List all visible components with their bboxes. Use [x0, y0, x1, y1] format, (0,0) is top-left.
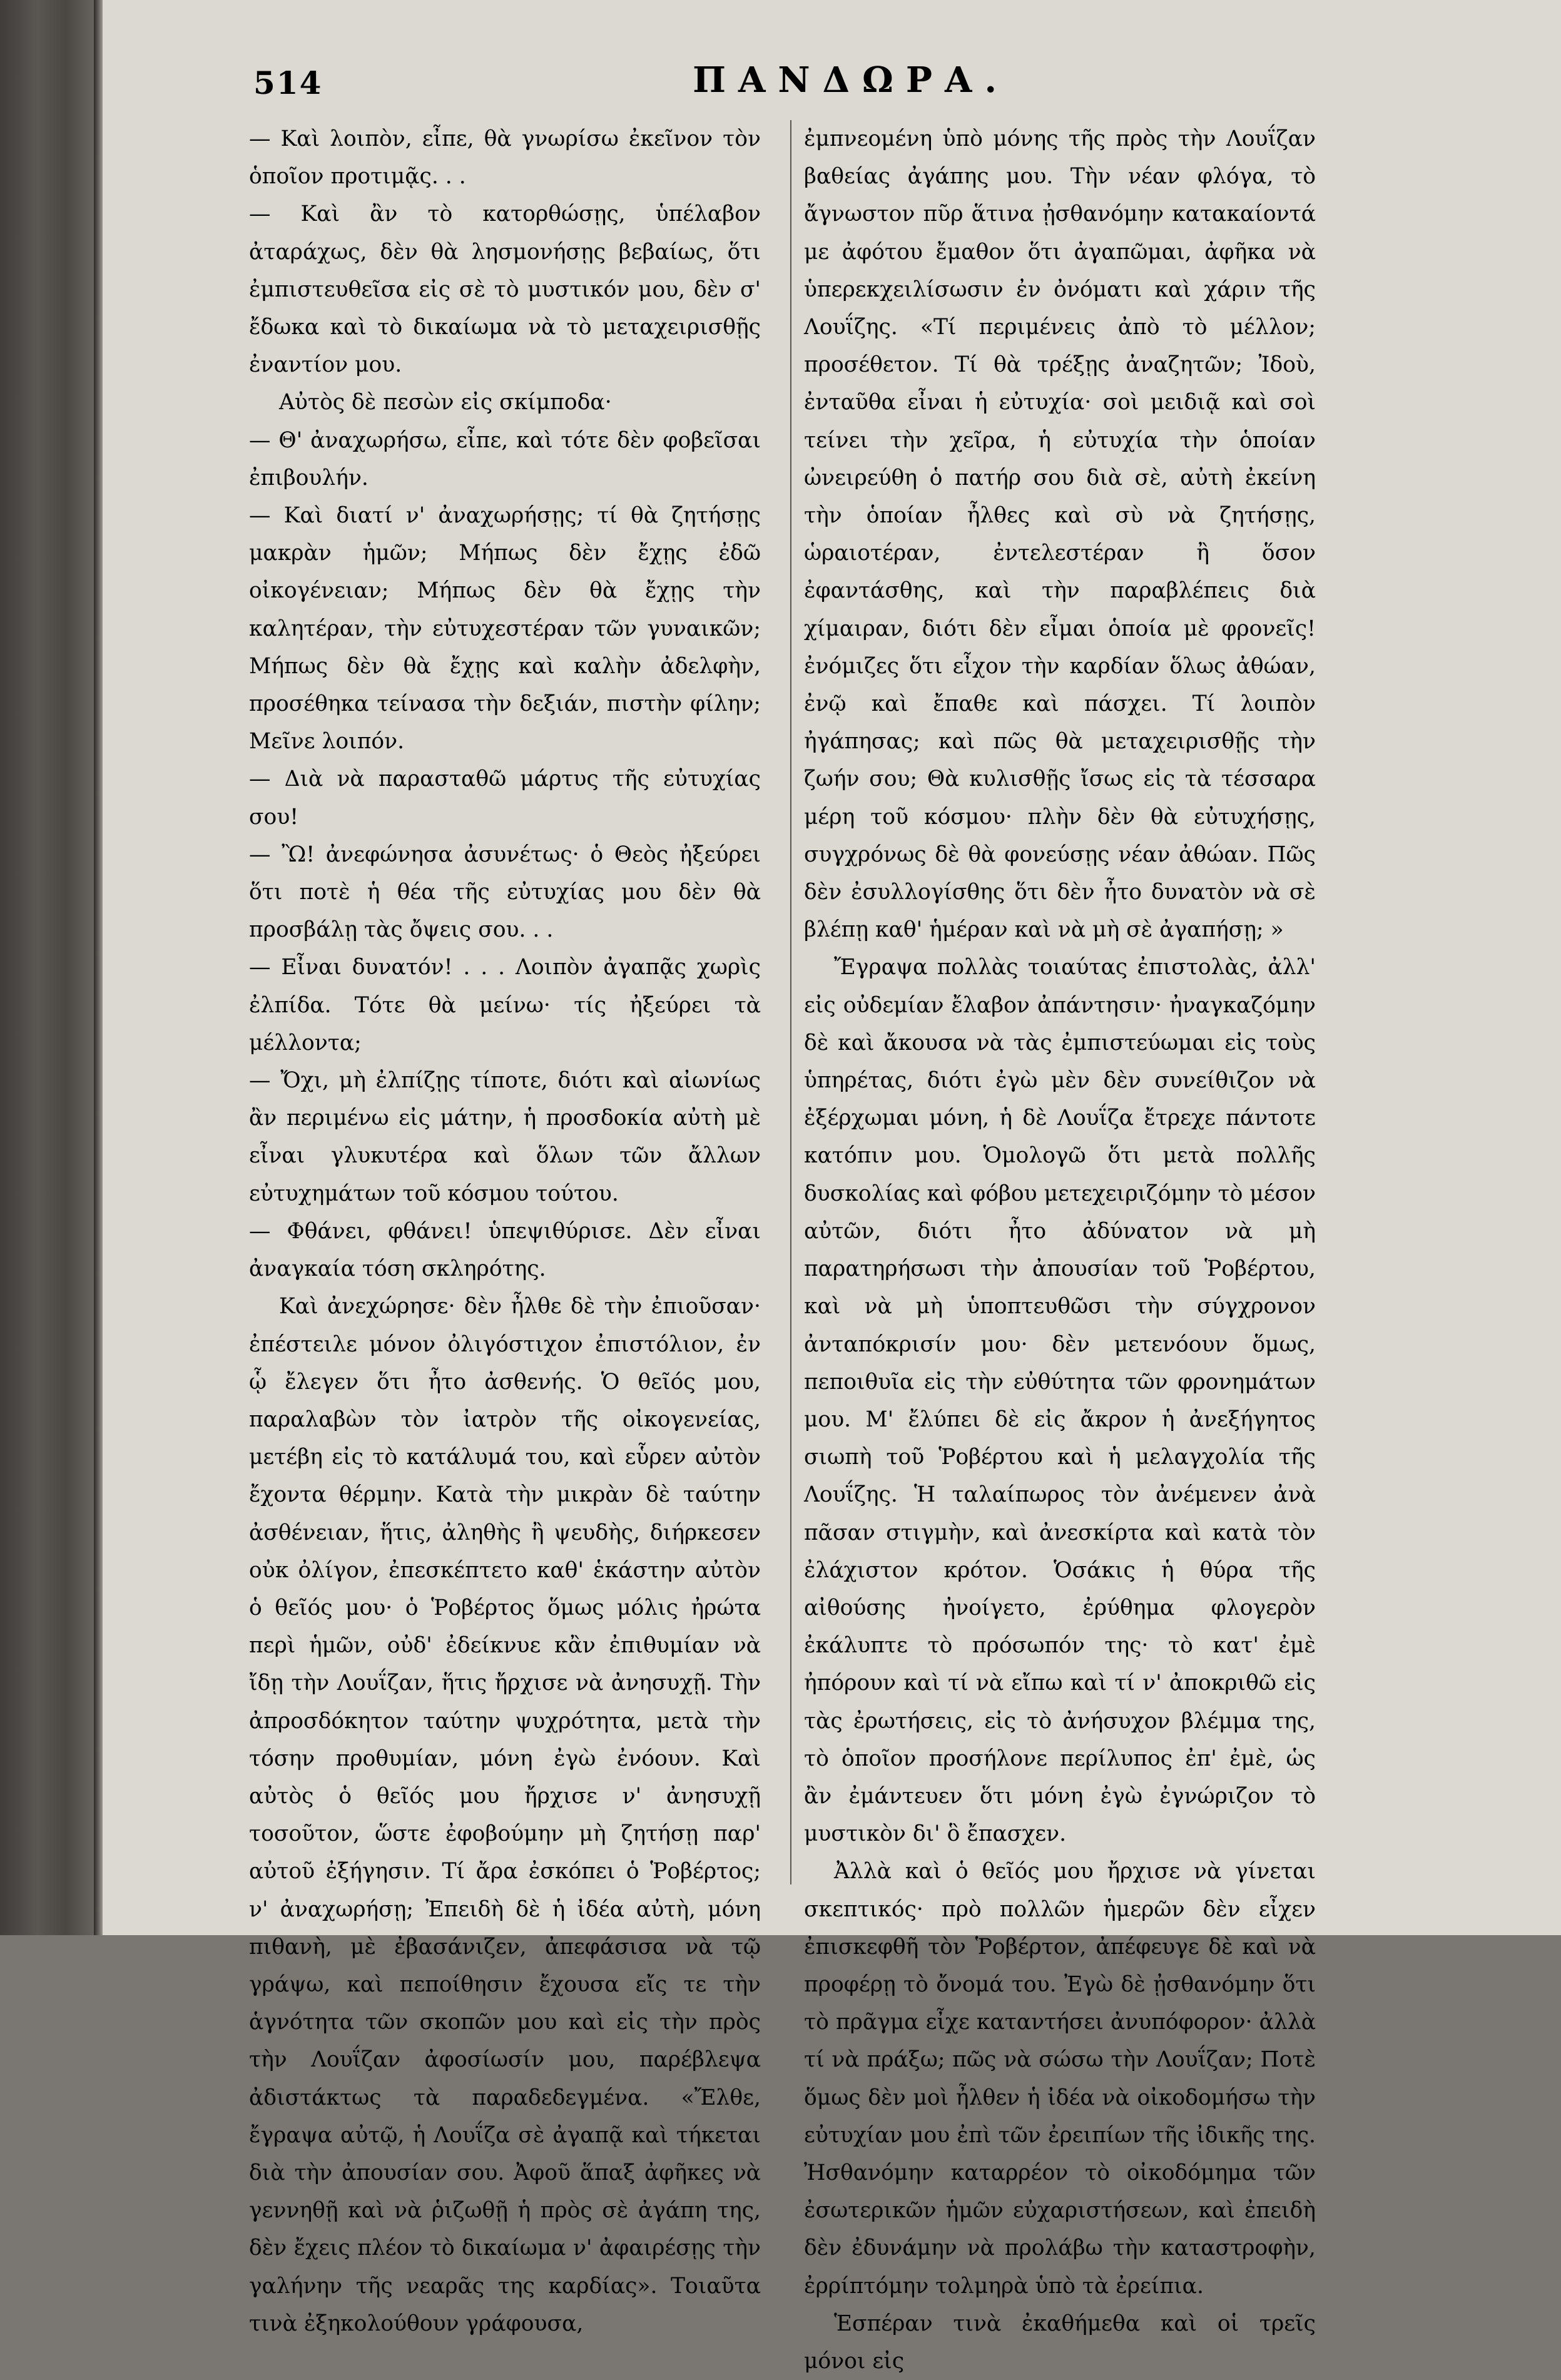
- paragraph: — Φθάνει, φθάνει! ὑπεψιθύρισε. Δὲν εἶναι ἀναγκαία τόση σκληρότης.: [249, 1218, 761, 1282]
- page-edge-shadow: [94, 0, 103, 1935]
- paragraph: Αὐτὸς δὲ πεσὼν εἰς σκίμποδα·: [279, 390, 612, 415]
- paragraph: Ἀλλὰ καὶ ὁ θεῖός μου ἤρχισε νὰ γίνεται σκεπτικός· πρὸ πολλῶν ἡμερῶν δὲν εἶχεν ἐπισκεφθῆ τὸν Ῥοβέρτον, ἀπέφευγε δὲ καὶ νὰ προφέρῃ τὸ ὄνομά του. Ἐγὼ δὲ ᾐσθανόμην ὅτι τὸ πρᾶγμα εἶχε καταντήσει ἀνυπόφορον· ἀλλὰ τί νὰ πράξω; πῶς νὰ σώσω τὴν Λουΐζαν; Ποτὲ ὅμως δὲν μοὶ ἦλθεν ἡ ἰδέα νὰ οἰκοδομήσω τὴν εὐτυχίαν μου ἐπὶ τῶν ἐρειπίων τῆς ἰδικῆς της. Ἠσθανόμην καταρρέον τὸ οἰκοδόμημα τῶν ἐσωτερικῶν ἡμῶν εὐχαριστήσεων, καὶ ἐπειδὴ δὲν ἐδυνάμην νὰ προλάβω τὴν καταστροφὴν, ἐρρίπτόμην τολμηρὰ ὑπὸ τὰ ἐρείπια.: [804, 1859, 1316, 2299]
- paragraph: Ἑσπέραν τινὰ ἐκαθήμεθα καὶ οἱ τρεῖς μόνοι εἰς: [804, 2311, 1316, 2374]
- paragraph: Ἔγραψα πολλὰς τοιαύτας ἐπιστολὰς, ἀλλ' εἰς οὐδεμίαν ἔλαβον ἀπάντησιν· ἠναγκαζόμην δὲ καὶ ἄκουσα νὰ τὰς ἐμπιστεύωμαι εἰς τοὺς ὑπηρέτας, διότι ἐγὼ μὲν δὲν συνείθιζον νὰ ἐξέρχωμαι μόνη, ἡ δὲ Λουΐζα ἔτρεχε πάντοτε κατόπιν μου. Ὁμολογῶ ὅτι μετὰ πολλῆς δυσκολίας καὶ φόβου μετεχειριζόμην τὸ μέσον αὐτῶν, διότι ἦτο ἀδύνατον νὰ μὴ παρατηρήσωσι τὴν ἀπουσίαν τοῦ Ῥοβέρτου, καὶ νὰ μὴ ὑποπτευθῶσι τὴν σύγχρονον ἀνταπόκρισίν μου· δὲν μετενόουν ὅμως, πεποιθυῖα εἰς τὴν εὐθύτητα τῶν φρονημάτων μου. Μ' ἔλύπει δὲ εἰς ἄκρον ἡ ἀνεξήγητος σιωπὴ τοῦ Ῥοβέρτου καὶ ἡ μελαγχολία τῆς Λουΐζης. Ἡ ταλαίπωρος τὸν ἀνέμενεν ἀνὰ πᾶσαν στιγμὴν, καὶ ἀνεσκίρτα καὶ κατὰ τὸν ἐλάχιστον κρότον. Ὁσάκις ἡ θύρα τῆς αἰθούσης ἠνοίγετο, ἐρύθημα φλογερὸν ἐκάλυπτε τὸ πρόσωπόν της· τὸ κατ' ἐμὲ ἠπόρουν καὶ τί νὰ εἴπω καὶ τί ν' ἀποκριθῶ εἰς τὰς ἐρωτήσεις, εἰς τὸ ἀνήσυχον βλέμμα της, τὸ ὁποῖον προσήλονε περίλυπος ἐπ' ἐμὲ, ὡς ἂν ἐμάντευεν ὅτι μόνη ἐγὼ ἐγνώριζον τὸ μυστικὸν δι' ὃ ἔπασχεν.: [804, 955, 1316, 1847]
- paragraph: — Καὶ ἂν τὸ κατορθώσῃς, ὑπέλαβον ἀταράχως, δὲν θὰ λησμονήσῃς βεβαίως, ὅτι ἐμπιστευθεῖσα εἰς σὲ τὸ μυστικόν μου, δὲν σ' ἔδωκα καὶ τὸ δικαίωμα νὰ τὸ μεταχειρισθῇς ἐναντίον μου.: [249, 201, 761, 378]
- right-column: [804, 120, 1316, 2380]
- running-title: ΠΑΝΔΩΡΑ.: [693, 59, 1009, 101]
- paragraph: — Καὶ διατί ν' ἀναχωρήσῃς; τί θὰ ζητήσῃς μακρὰν ἡμῶν; Μήπως δὲν ἔχῃς ἐδῶ οἰκογένειαν; Μήπως δὲν θὰ ἔχῃς τὴν καλητέραν, τὴν εὐτυχεστέραν τῶν γυναικῶν; Μήπως δὲν θὰ ἔχῃς καὶ καλὴν ἀδελφὴν, προσέθηκα τείνασα τὴν δεξιάν, πιστὴν φίλην; Μεῖνε λοιπόν.: [249, 503, 761, 755]
- paragraph: — Ὄχι, μὴ ἐλπίζῃς τίποτε, διότι καὶ αἰωνίως ἂν περιμένω εἰς μάτην, ἡ προσδοκία αὐτὴ μὲ εἶναι γλυκυτέρα καὶ ὅλων τῶν ἄλλων εὐτυχημάτων τοῦ κόσμου τούτου.: [249, 1068, 761, 1206]
- paragraph: ἐμπνεομένη ὑπὸ μόνης τῆς πρὸς τὴν Λουΐζαν βαθείας ἀγάπης μου. Τὴν νέαν φλόγα, τὸ ἄγνωστον πῦρ ἅτινα ᾐσθανόμην κατακαίοντά με ἀφότου ἔμαθον ὅτι ἀγαπῶμαι, ἀφῆκα νὰ ὑπερεκχειλίσωσιν ἐν ὀνόματι καὶ χάριν τῆς Λουΐζης. «Τί περιμένεις ἀπὸ τὸ μέλλον; προσέθετον. Τί θὰ τρέξῃς ἀναζητῶν; Ἰδοὺ, ἐνταῦθα εἶναι ἡ εὐτυχία· σοὶ μειδιᾷ καὶ σοὶ τείνει τὴν χεῖρα, ἡ εὐτυχία τὴν ὁποίαν ὠνειρεύθη ὁ πατήρ σου διὰ σὲ, αὐτὴ ἐκείνη τὴν ὁποίαν ἦλθες καὶ σὺ νὰ ζητήσῃς, ὡραιοτέραν, ἐντελεστέραν ἢ ὅσον ἐφαντάσθης, καὶ τὴν παραβλέπεις διὰ χίμαιραν, διότι δὲν εἶμαι ὁποία μὲ φρονεῖς! ἐνόμιζες ὅτι εἶχον τὴν καρδίαν ὅλως ἀθώαν, ἐνῷ καὶ ἔπαθε καὶ πάσχει. Τί λοιπὸν ἠγάπησας; καὶ πῶς θὰ μεταχειρισθῇς τὴν ζωήν σου; Θὰ κυλισθῇς ἴσως εἰς τὰ τέσσαρα μέρη τοῦ κόσμου· πλὴν δὲν θὰ εὐτυχήσῃς, συγχρόνως δὲ θὰ φονεύσῃς νέαν ἀθώαν. Πῶς δὲν ἐσυλλογίσθης ὅτι δὲν ἦτο δυνατὸν νὰ σὲ βλέπῃ καθ' ἡμέραν καὶ νὰ μὴ σὲ ἀγαπήσῃ; »: [804, 126, 1316, 943]
- page-header: [253, 59, 1448, 109]
- paragraph: — Εἶναι δυνατόν! . . . Λοιπὸν ἀγαπᾷς χωρὶς ἐλπίδα. Τότε θὰ μείνω· τίς ἠξεύρει τὰ μέλλοντα;: [249, 955, 761, 1055]
- paragraph: — Διὰ νὰ παρασταθῶ μάρτυς τῆς εὐτυχίας σου!: [249, 766, 761, 830]
- column-divider: [790, 120, 791, 1884]
- paragraph: Καὶ ἀνεχώρησε· δὲν ἦλθε δὲ τὴν ἐπιοῦσαν· ἐπέστειλε μόνον ὀλιγόστιχον ἐπιστόλιον, ἐν ᾧ ἔλεγεν ὅτι ἦτο ἀσθενής. Ὁ θεῖός μου, παραλαβὼν τὸν ἰατρὸν τῆς οἰκογενείας, μετέβη εἰς τὸ κατάλυμά του, καὶ εὗρεν αὐτὸν ἔχοντα θέρμην. Κατὰ τὴν μικρὰν δὲ ταύτην ἀσθένειαν, ἥτις, ἀληθὴς ἢ ψευδὴς, διήρκεσεν οὐκ ὀλίγον, ἐπεσκέπτετο καθ' ἑκάστην αὐτὸν ὁ θεῖός μου· ὁ Ῥοβέρτος ὅμως μόλις ἠρώτα περὶ ἡμῶν, οὐδ' ἐδείκνυε κἂν ἐπιθυμίαν νὰ ἴδῃ τὴν Λουΐζαν, ἥτις ἤρχισε νὰ ἀνησυχῇ. Τὴν ἀπροσδόκητον ταύτην ψυχρότητα, μετὰ τὴν τόσην προθυμίαν, μόνη ἐγὼ ἐνόουν. Καὶ αὐτὸς ὁ θεῖός μου ἤρχισε ν' ἀνησυχῇ τοσοῦτον, ὥστε ἐφοβούμην μὴ ζητήσῃ παρ' αὐτοῦ ἐξήγησιν. Τί ἄρα ἐσκόπει ὁ Ῥοβέρτος; ν' ἀναχωρήσῃ; Ἐπειδὴ δὲ ἡ ἰδέα αὐτὴ, μόνη πιθανὴ, μὲ ἐβασάνιζεν, ἀπεφάσισα νὰ τῷ γράψω, καὶ πεποίθησιν ἔχουσα εἴς τε τὴν ἁγνότητα τῶν σκοπῶν μου καὶ εἰς τὴν πρὸς τὴν Λουΐζαν ἀφοσίωσίν μου, παρέβλεψα ἀδιστάκτως τὰ παραδεδεγμένα. «Ἔλθε, ἔγραψα αὐτῷ, ἡ Λουΐζα σὲ ἀγαπᾷ καὶ τήκεται διὰ τὴν ἀπουσίαν σου. Ἀφοῦ ἅπαξ ἀφῆκες νὰ γεννηθῇ καὶ νὰ ῥιζωθῇ ἡ πρὸς σὲ ἀγάπη της, δὲν ἔχεις πλέον τὸ δικαίωμα ν' ἀφαιρέσῃς τὴν γαλήνην τῆς νεαρᾶς της καρδίας». Τοιαῦτα τινὰ ἐξηκολούθουν γράφουσα,: [249, 1294, 761, 2336]
- paragraph: — Καὶ λοιπὸν, εἶπε, θὰ γνωρίσω ἐκεῖνον τὸν ὁποῖον προτιμᾷς. . .: [249, 126, 761, 190]
- left-column: [249, 120, 761, 2342]
- paragraph: — Θ' ἀναχωρήσω, εἶπε, καὶ τότε δὲν φοβεῖσαι ἐπιβουλήν.: [249, 427, 761, 491]
- page-number: 514: [253, 64, 323, 101]
- paragraph: — Ὢ! ἀνεφώνησα ἀσυνέτως· ὁ Θεὸς ἠξεύρει ὅτι ποτὲ ἡ θέα τῆς εὐτυχίας μου δὲν θὰ προσβάλῃ τὰς ὄψεις σου. . .: [249, 842, 761, 943]
- book-binding: [0, 0, 94, 1935]
